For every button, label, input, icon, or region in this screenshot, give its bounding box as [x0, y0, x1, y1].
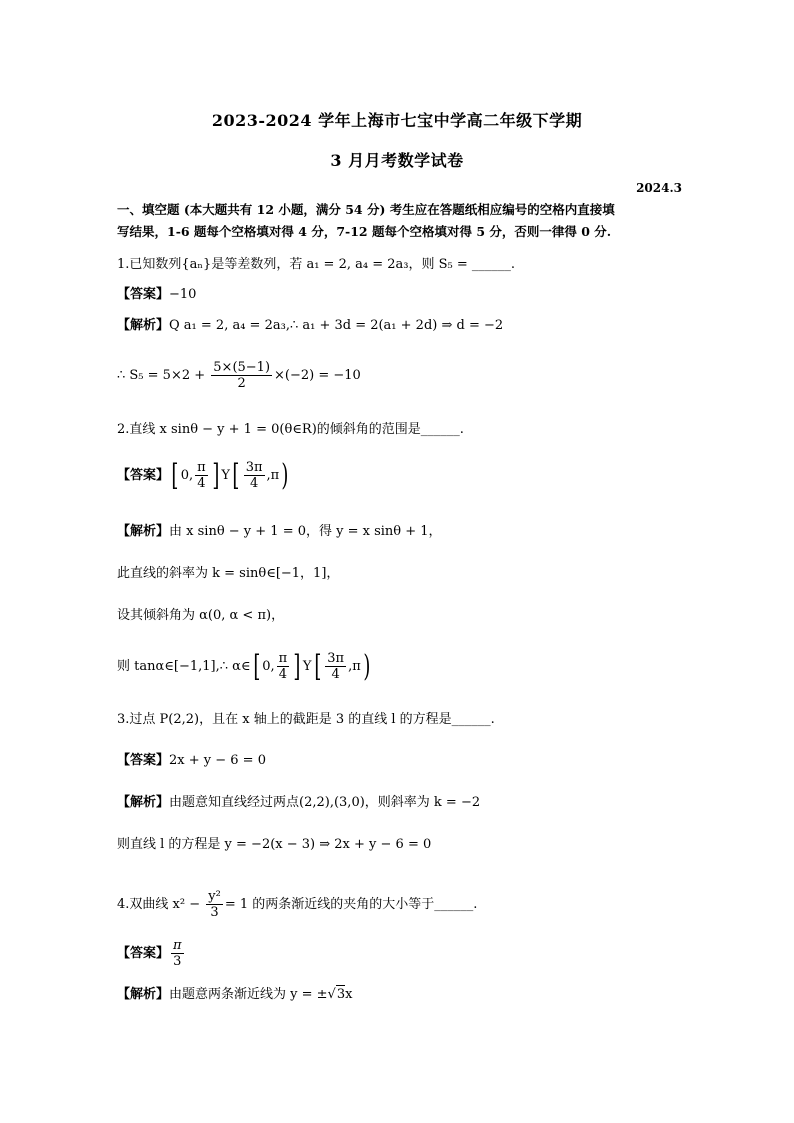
analysis-label: 【解析】 [117, 795, 170, 810]
q1-answer: −10 [169, 287, 197, 302]
q1-fraction-denominator: 2 [237, 376, 246, 391]
q2-answer-row [117, 457, 291, 493]
q4-question-row [117, 889, 477, 920]
q2-analysis-1: 由 x sinθ − y + 1 = 0，得 y = x sinθ + 1， [169, 524, 442, 539]
right-paren-icon: ) [281, 457, 289, 493]
analysis-label: 【解析】 [117, 987, 170, 1002]
sqrt-icon: √ [327, 987, 336, 1002]
q3-answer-row [117, 752, 266, 770]
q2-analysis-4-pre: 则 tanα∈[−1,1],∴ α∈ [117, 659, 251, 674]
q2-analysis-union: Y [302, 659, 312, 674]
section-instructions-line1: 一、填空题 (本大题共有 12 小题，满分 54 分) 考生应在答题纸相应编号的空格内直接填 [117, 202, 615, 217]
fraction-denominator: 4 [331, 667, 340, 682]
left-square-bracket-icon: [ [232, 457, 240, 493]
q3-analysis-row [117, 794, 480, 812]
answer-label: 【答案】 [117, 753, 170, 768]
q1-analysis-1: Q a₁ = 2, a₄ = 2a₃,∴ a₁ + 3d = 2(a₁ + 2d) ⇒ d = −2 [169, 318, 504, 333]
q1-analysis-row [117, 317, 503, 335]
q3-answer: 2x + y − 6 = 0 [169, 753, 266, 768]
analysis-label: 【解析】 [117, 524, 170, 539]
q2-answer-fraction-1 [195, 460, 208, 491]
q4-question-fraction [206, 889, 223, 920]
q2-union: Y [221, 468, 230, 483]
q2-analysis-row-1 [117, 523, 442, 541]
fraction-numerator: y² [208, 889, 221, 904]
q1-analysis-fraction [211, 360, 272, 391]
q2-analysis-fraction-1 [277, 651, 290, 682]
fraction-denominator: 4 [197, 476, 206, 491]
answer-label: 【答案】 [117, 287, 170, 302]
fraction-numerator: π [197, 460, 206, 475]
right-square-bracket-icon: ] [212, 457, 220, 493]
q4-question-post: = 1 的两条渐近线的夹角的大小等于______. [224, 897, 478, 912]
fraction-denominator: 3 [210, 905, 219, 920]
fraction-numerator: 3π [245, 460, 263, 475]
q4-question-pre: 4.双曲线 x² − [117, 897, 205, 912]
fraction-denominator: 4 [278, 667, 288, 682]
q1-analysis-2-post: ×(−2) = −10 [274, 368, 361, 383]
q4-analysis-pre: 由题意两条渐近线为 y = ± [169, 987, 328, 1002]
q1-analysis-row-2 [117, 360, 361, 391]
q2-analysis-2: 此直线的斜率为 k = sinθ∈[−1，1]， [117, 566, 340, 581]
answer-label: 【答案】 [117, 468, 170, 483]
q4-answer-fraction [171, 938, 184, 969]
q3-analysis-2: 则直线 l 的方程是 y = −2(x − 3) ⇒ 2x + y − 6 = 0 [117, 837, 432, 852]
left-square-bracket-icon: [ [171, 457, 179, 493]
exam-title-line2: 3 月月考数学试卷 [330, 151, 464, 170]
fraction-denominator: 3 [173, 954, 182, 969]
q2-answer-start: 0, [180, 468, 194, 483]
q4-analysis-row [117, 985, 352, 1004]
q4-analysis-sqrt: 3 [336, 987, 346, 1002]
q2-analysis-4-start: 0, [262, 659, 275, 674]
right-paren-icon: ) [363, 648, 371, 684]
left-square-bracket-icon: [ [252, 648, 260, 684]
q2-answer-fraction-2 [244, 460, 265, 491]
fraction-numerator: π [173, 938, 182, 953]
q1-fraction-numerator: 5×(5−1) [213, 360, 271, 375]
exam-title-line1: 2023-2024 学年上海市七宝中学高二年级下学期 [211, 111, 583, 130]
answer-label: 【答案】 [117, 946, 170, 961]
fraction-numerator: π [278, 651, 288, 666]
section-instructions-line2: 写结果，1-6 题每个空格填对得 4 分，7-12 题每个空格填对得 5 分，否则一律得 0 分. [117, 224, 612, 239]
q1-question: 1.已知数列{aₙ}是等差数列，若 a₁ = 2, a₄ = 2a₃，则 S₅ = ______. [117, 257, 515, 272]
q1-analysis-2-pre: ∴ S₅ = 5×2 + [117, 368, 210, 383]
left-square-bracket-icon: [ [313, 648, 321, 684]
q2-analysis-fraction-2 [325, 651, 346, 682]
q2-analysis-end: ,π [348, 659, 361, 674]
analysis-label: 【解析】 [117, 318, 170, 333]
right-square-bracket-icon: ] [293, 648, 301, 684]
fraction-denominator: 4 [249, 476, 259, 491]
fraction-numerator: 3π [327, 651, 345, 666]
exam-date: 2024.3 [636, 181, 682, 195]
q1-answer-row [117, 286, 196, 304]
q2-answer-end: ,π [266, 468, 280, 483]
q2-question: 2.直线 x sinθ − y + 1 = 0(θ∈R)的倾斜角的范围是______. [117, 422, 464, 437]
q3-analysis-1: 由题意知直线经过两点(2,2),(3,0)，则斜率为 k = −2 [169, 795, 481, 810]
q4-answer-row [117, 938, 186, 969]
q4-analysis-post: x [345, 987, 353, 1002]
q2-analysis-row-4 [117, 648, 372, 684]
q3-question: 3.过点 P(2,2)，且在 x 轴上的截距是 3 的直线 l 的方程是______. [117, 712, 495, 727]
q2-analysis-3: 设其倾斜角为 α(0, α < π)， [117, 608, 285, 623]
